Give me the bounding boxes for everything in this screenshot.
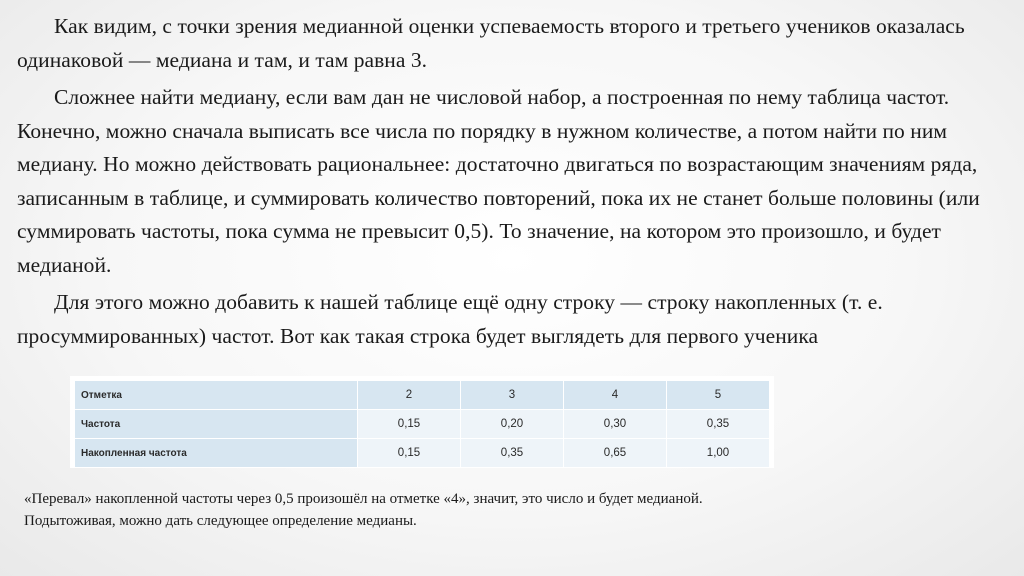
table-cell: 0,15: [358, 410, 461, 439]
paragraph-median-comparison: Как видим, с точки зрения медианной оценки успеваемость второго и третьего учеников оказалась одинаковой — медиана и там, и там равна 3.: [17, 14, 965, 72]
table-cell: 0,15: [358, 439, 461, 468]
table-cell: 0,65: [564, 439, 667, 468]
footer-line-summary: Подытоживая, можно дать следующее определение медианы.: [24, 512, 417, 529]
table-cell: 0,35: [461, 439, 564, 468]
table-cell: 1,00: [667, 439, 770, 468]
header-grade-cell: 4: [564, 381, 667, 410]
footer-line-median-crossing: «Перевал» накопленной частоты через 0,5 произошёл на отметке «4», значит, это число и будет медианой.: [24, 491, 703, 507]
paragraph-cumulative-row-intro: Для этого можно добавить к нашей таблице ещё одну строку — строку накопленных (т. е. просуммированных) частот. Вот как такая строка будет выглядеть для первого ученика: [17, 290, 883, 348]
main-text: [17, 10, 992, 353]
header-grade-cell: 5: [667, 381, 770, 410]
row-label-cumulative-frequency: Накопленная частота: [75, 439, 358, 468]
table-row-cumulative-frequency: [75, 439, 770, 468]
footer-text: [24, 489, 854, 532]
table-cell: 0,35: [667, 410, 770, 439]
table-header-row: [75, 381, 770, 410]
header-label-grade: Отметка: [75, 381, 358, 410]
paragraph-frequency-table-method: Сложнее найти медиану, если вам дан не числовой набор, а построенная по нему таблица частот. Конечно, можно сначала выписать все числа по порядку в нужном количестве, а потом найти по ним медиану. Но можно действовать рациональнее: достаточно двигаться по возрастающим значениям ряда, записанным в таблице, и суммировать количество повторений, пока их не станет больше половины (или суммировать частоты, пока сумма не превысит 0,5). То значение, на котором это произошло, и будет медианой.: [17, 85, 980, 277]
row-label-frequency: Частота: [75, 410, 358, 439]
table-cell: 0,20: [461, 410, 564, 439]
header-grade-cell: 2: [358, 381, 461, 410]
cumulative-frequency-table-image: [70, 376, 774, 468]
cumulative-frequency-table: [74, 380, 770, 468]
table-row-frequency: [75, 410, 770, 439]
header-grade-cell: 3: [461, 381, 564, 410]
table-cell: 0,30: [564, 410, 667, 439]
